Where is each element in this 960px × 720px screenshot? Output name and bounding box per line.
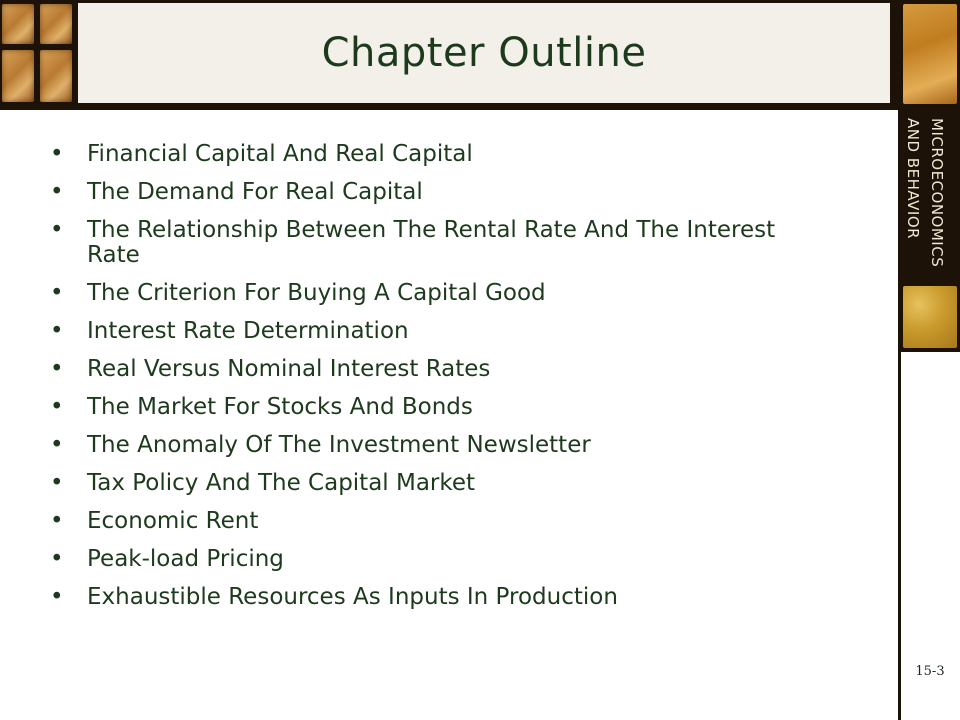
list-item-text: Interest Rate Determination bbox=[87, 318, 409, 344]
list-item bbox=[46, 180, 826, 205]
bullet-icon: • bbox=[50, 280, 64, 306]
list-item bbox=[46, 471, 826, 496]
list-item bbox=[46, 281, 826, 306]
slide-number: 15-3 bbox=[915, 664, 945, 679]
bullet-icon: • bbox=[50, 508, 64, 534]
bullet-icon: • bbox=[50, 432, 64, 458]
list-item bbox=[46, 585, 826, 610]
list-item-text: Tax Policy And The Capital Market bbox=[87, 470, 476, 496]
header-divider bbox=[0, 106, 898, 110]
decorative-tiles bbox=[0, 0, 78, 110]
list-item bbox=[46, 547, 826, 572]
bullet-icon: • bbox=[50, 394, 64, 420]
list-item-text: The Market For Stocks And Bonds bbox=[87, 394, 473, 420]
bullet-icon: • bbox=[50, 470, 64, 496]
list-item-text: Peak-load Pricing bbox=[87, 546, 284, 572]
list-item-text: Economic Rent bbox=[87, 508, 259, 534]
chapter-outline-list bbox=[46, 142, 826, 623]
list-item bbox=[46, 319, 826, 344]
book-title-line-1: MICROECONOMICS bbox=[928, 118, 946, 268]
bullet-icon: • bbox=[50, 141, 64, 167]
list-item bbox=[46, 395, 826, 420]
list-item bbox=[46, 142, 826, 167]
side-gold-tile bbox=[903, 286, 957, 348]
wood-tile bbox=[40, 50, 72, 102]
list-item-text: The Relationship Between The Rental Rate And The Interest Rate bbox=[87, 217, 776, 268]
list-item bbox=[46, 509, 826, 534]
list-item-text: Real Versus Nominal Interest Rates bbox=[87, 356, 491, 382]
list-item bbox=[46, 433, 826, 458]
list-item-text: The Demand For Real Capital bbox=[87, 179, 423, 205]
page-title: Chapter Outline bbox=[321, 30, 647, 76]
book-title-line-2: AND BEHAVIOR bbox=[904, 118, 922, 240]
bullet-icon: • bbox=[50, 584, 64, 610]
bullet-icon: • bbox=[50, 318, 64, 344]
book-title-label bbox=[898, 118, 960, 278]
bullet-icon: • bbox=[50, 179, 64, 205]
list-item bbox=[46, 357, 826, 382]
list-item-text: Exhaustible Resources As Inputs In Production bbox=[87, 584, 618, 610]
side-divider bbox=[898, 352, 901, 720]
wood-tile bbox=[2, 50, 34, 102]
list-item bbox=[46, 218, 826, 268]
bullet-icon: • bbox=[50, 546, 64, 572]
list-item-text: The Criterion For Buying A Capital Good bbox=[87, 280, 546, 306]
list-item-text: The Anomaly Of The Investment Newsletter bbox=[87, 432, 591, 458]
list-item-text: Financial Capital And Real Capital bbox=[87, 141, 473, 167]
bullet-icon: • bbox=[50, 356, 64, 382]
bullet-icon: • bbox=[50, 217, 64, 243]
wood-tile bbox=[2, 4, 34, 44]
wood-tile bbox=[40, 4, 72, 44]
title-box bbox=[78, 3, 890, 103]
side-wood-tile bbox=[903, 4, 957, 104]
